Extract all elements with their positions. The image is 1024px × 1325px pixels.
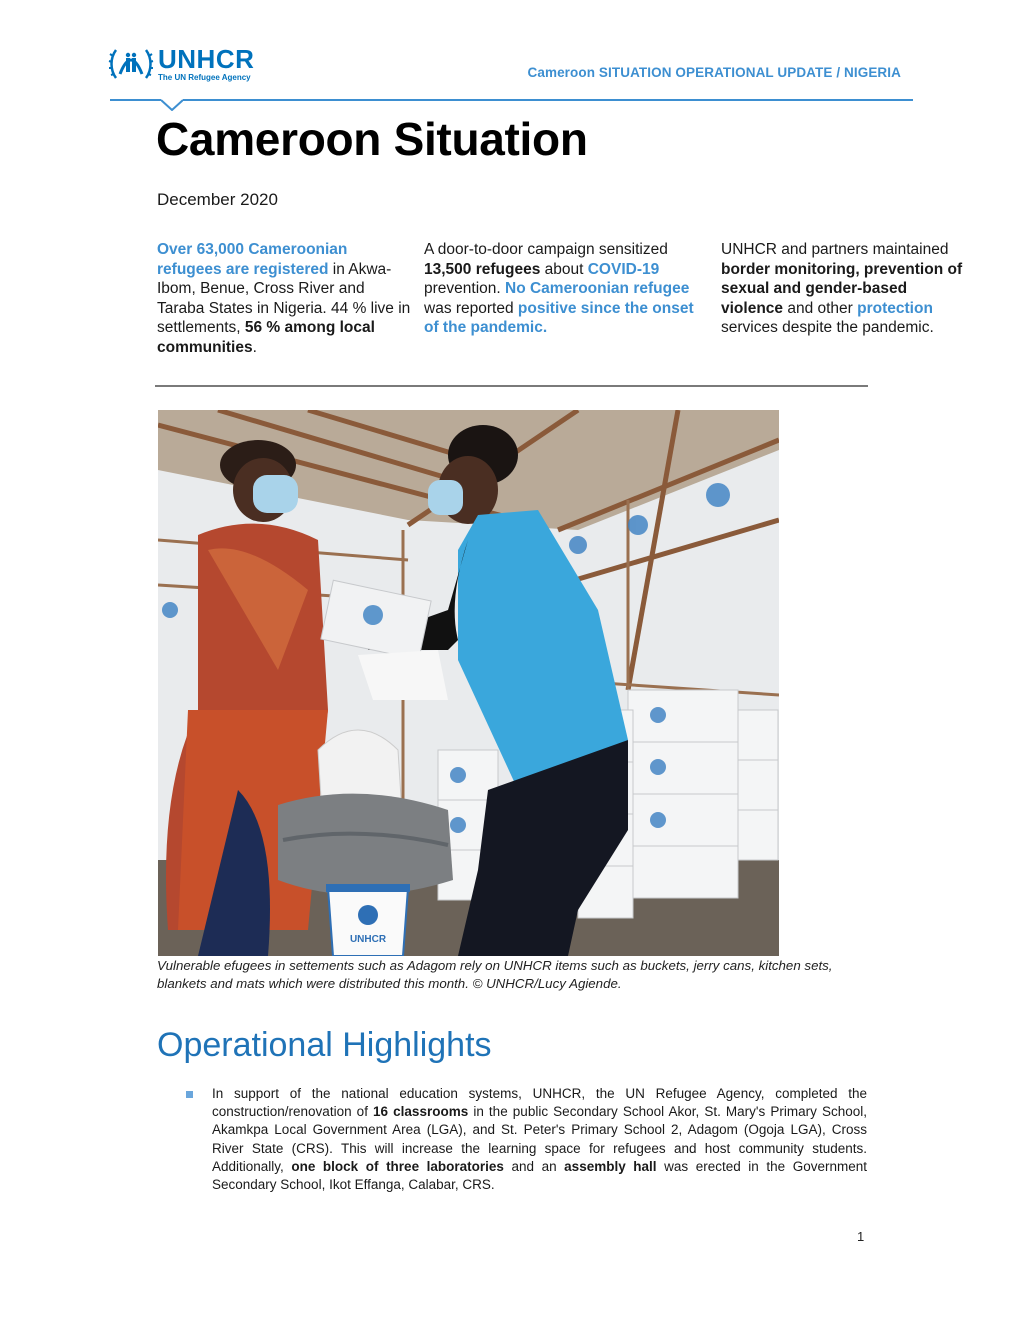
bold-text: border monitoring, prevention of sexual and gender-based violence [721, 260, 963, 317]
page-number: 1 [857, 1229, 865, 1244]
bold-text: assembly hall [564, 1158, 657, 1174]
summary-divider [155, 385, 868, 387]
report-date: December 2020 [157, 190, 278, 209]
bold-text: 13,500 refugees [424, 260, 541, 278]
section-heading: Operational Highlights [157, 1026, 492, 1064]
bucket-label: UNHCR [349, 934, 387, 945]
body-text: A door-to-door campaign sensitized [424, 241, 668, 258]
body-text: in the public Secondary School Akor, St. Mary's Primary School, Akamkpa Local Government Area (LGA), and St. Peter's Primary School 2, Adagom (Ogoja LGA), Cross River State (CRS). This will increase the learning space for refugees and host community students. Additionally, [212, 1104, 867, 1174]
body-text: prevention. [424, 280, 505, 298]
highlight-text: protection [857, 299, 933, 317]
photo-caption: Vulnerable efugees in settements such as Adagom rely on UNHCR items such as buckets, jerry cans, kitchen sets, blankets and mats which were distributed this month. © UNHCR/Lucy Agiende. [157, 958, 833, 991]
body-text: and an [503, 1158, 565, 1174]
body-text: . [252, 338, 257, 356]
summary-protection [721, 240, 971, 338]
highlight-text: Over 63,000 Cameroonian refugees are registered [157, 241, 348, 278]
summary-covid [424, 240, 704, 338]
body-text: was erected in the Government Secondary School, Ikot Effanga, Calabar, CRS. [212, 1158, 867, 1193]
document-title: Cameroon Situation [156, 113, 588, 165]
bullet-icon [186, 1091, 193, 1098]
bold-text: one block of three laboratories [291, 1158, 504, 1174]
bold-text: 16 classrooms [373, 1104, 469, 1120]
body-text: was reported [424, 299, 518, 317]
running-header: Cameroon SITUATION OPERATIONAL UPDATE / NIGERIA [527, 65, 901, 80]
body-text: In support of the national education systems, UNHCR, the UN Refugee Agency, completed the construction/renovation of [212, 1086, 867, 1120]
body-text: and other [783, 299, 858, 317]
header-notch-icon [161, 99, 183, 111]
unhcr-emblem-icon [108, 44, 154, 84]
bold-text: 56 % among local communities [157, 319, 375, 356]
feature-photo [158, 410, 779, 956]
body-text: in Akwa-Ibom, Benue, Cross River and Taraba States in Nigeria. 44 % live in settlements, [157, 260, 411, 337]
body-text: services despite the pandemic. [721, 319, 934, 337]
header-divider [110, 99, 913, 101]
highlight-text: positive since the onset of the pandemic. [424, 299, 694, 337]
logo-tagline: The UN Refugee Agency [158, 72, 251, 82]
body-text: UNHCR and partners maintained [721, 241, 949, 258]
highlight-text: COVID-19 [587, 260, 660, 278]
logo-wordmark: UNHCR [158, 43, 255, 74]
highlight-bullet-item [212, 1085, 867, 1194]
unhcr-logo [108, 44, 278, 84]
highlight-text: No Cameroonian refugee [505, 280, 690, 298]
summary-registration [157, 240, 412, 358]
body-text: about [540, 260, 588, 278]
